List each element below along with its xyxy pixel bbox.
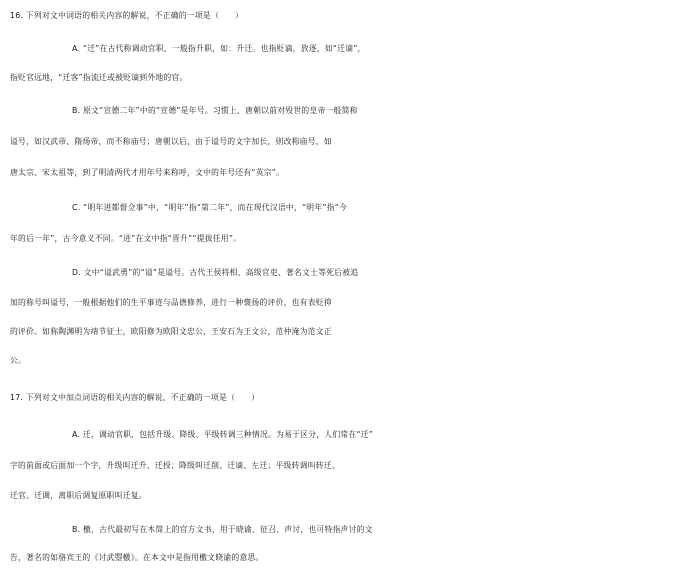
question-16-option-d-line-4: 公。 [10,356,27,365]
question-17-option-b-line-2: 告，著名的如骆宾王的《讨武曌檄》。在本文中是指用檄文晓谕的意思。 [10,553,264,562]
question-16-option-b-line-1: B. 原文“宣德二年”中的“宣德”是年号。习惯上，唐朝以前对殁世的皇帝一般简称 [72,106,358,115]
question-16-option-a-line-2: 指贬官远地，“迁客”指流迁或被贬谪到外地的官。 [10,73,188,82]
question-16-option-c-line-1: C. “明年进都督佥事”中，“明年”指“第二年”，而在现代汉语中，“明年”指“今 [72,203,348,212]
question-17-option-a-line-3: 迁官、迁调，离职后调复原职叫迁复。 [10,491,147,500]
question-17-option-a-line-2: 字的前面或后面加一个字，升级叫迁升、迁授；降级叫迁削、迁谪、左迁；平级转调叫转迁、 [10,461,340,470]
question-16-option-b-line-3: 唐太宗、宋太祖等，到了明清两代才用年号来称呼，文中的年号还有“英宗”。 [10,168,285,177]
question-16-option-a-line-1: A. “迁”在古代称调动官职，一般指升职，如：升迁。也指贬谪，放逐，如“迁谪”， [72,44,366,53]
question-16-option-b-line-2: 谥号，如汉武帝、隋炀帝，而不称庙号；唐朝以后，由于谥号的文字加长，则改称庙号，如 [10,137,332,146]
question-16-option-d-line-2: 加的称号叫谥号，一般根据他们的生平事迹与品德修养，进行一种褒扬的评价，也有表贬抑 [10,298,332,307]
question-16-option-d-line-1: D. 文中“谥武勇”的“谥”是谥号。古代王侯将相、高级官吏、著名文士等死后被追 [72,268,359,277]
question-17-title: 17. 下列对文中加点词语的相关内容的解说，不正确的一项是（ ） [10,393,260,402]
question-16-option-d-line-3: 的评价。如称陶渊明为靖节征士，欧阳修为欧阳文忠公，王安石为王文公，范仲淹为范文正 [10,327,332,336]
question-16-option-c-line-2: 年的后一年”，古今意义不同。“进”在文中指“晋升”“提拔任用”。 [10,234,242,243]
question-17-option-a-line-1: A. 迁，调动官职，包括升级、降级、平级转调三种情况。为易于区分，人们常在“迁” [72,430,374,439]
question-17-option-b-line-1: B. 檄，古代最初写在木简上的官方文书，用于晓谕、征召、声讨，也可特指声讨的文 [72,525,373,534]
question-16-title: 16. 下列对文中词语的相关内容的解说，不正确的一项是（ ） [10,11,244,20]
